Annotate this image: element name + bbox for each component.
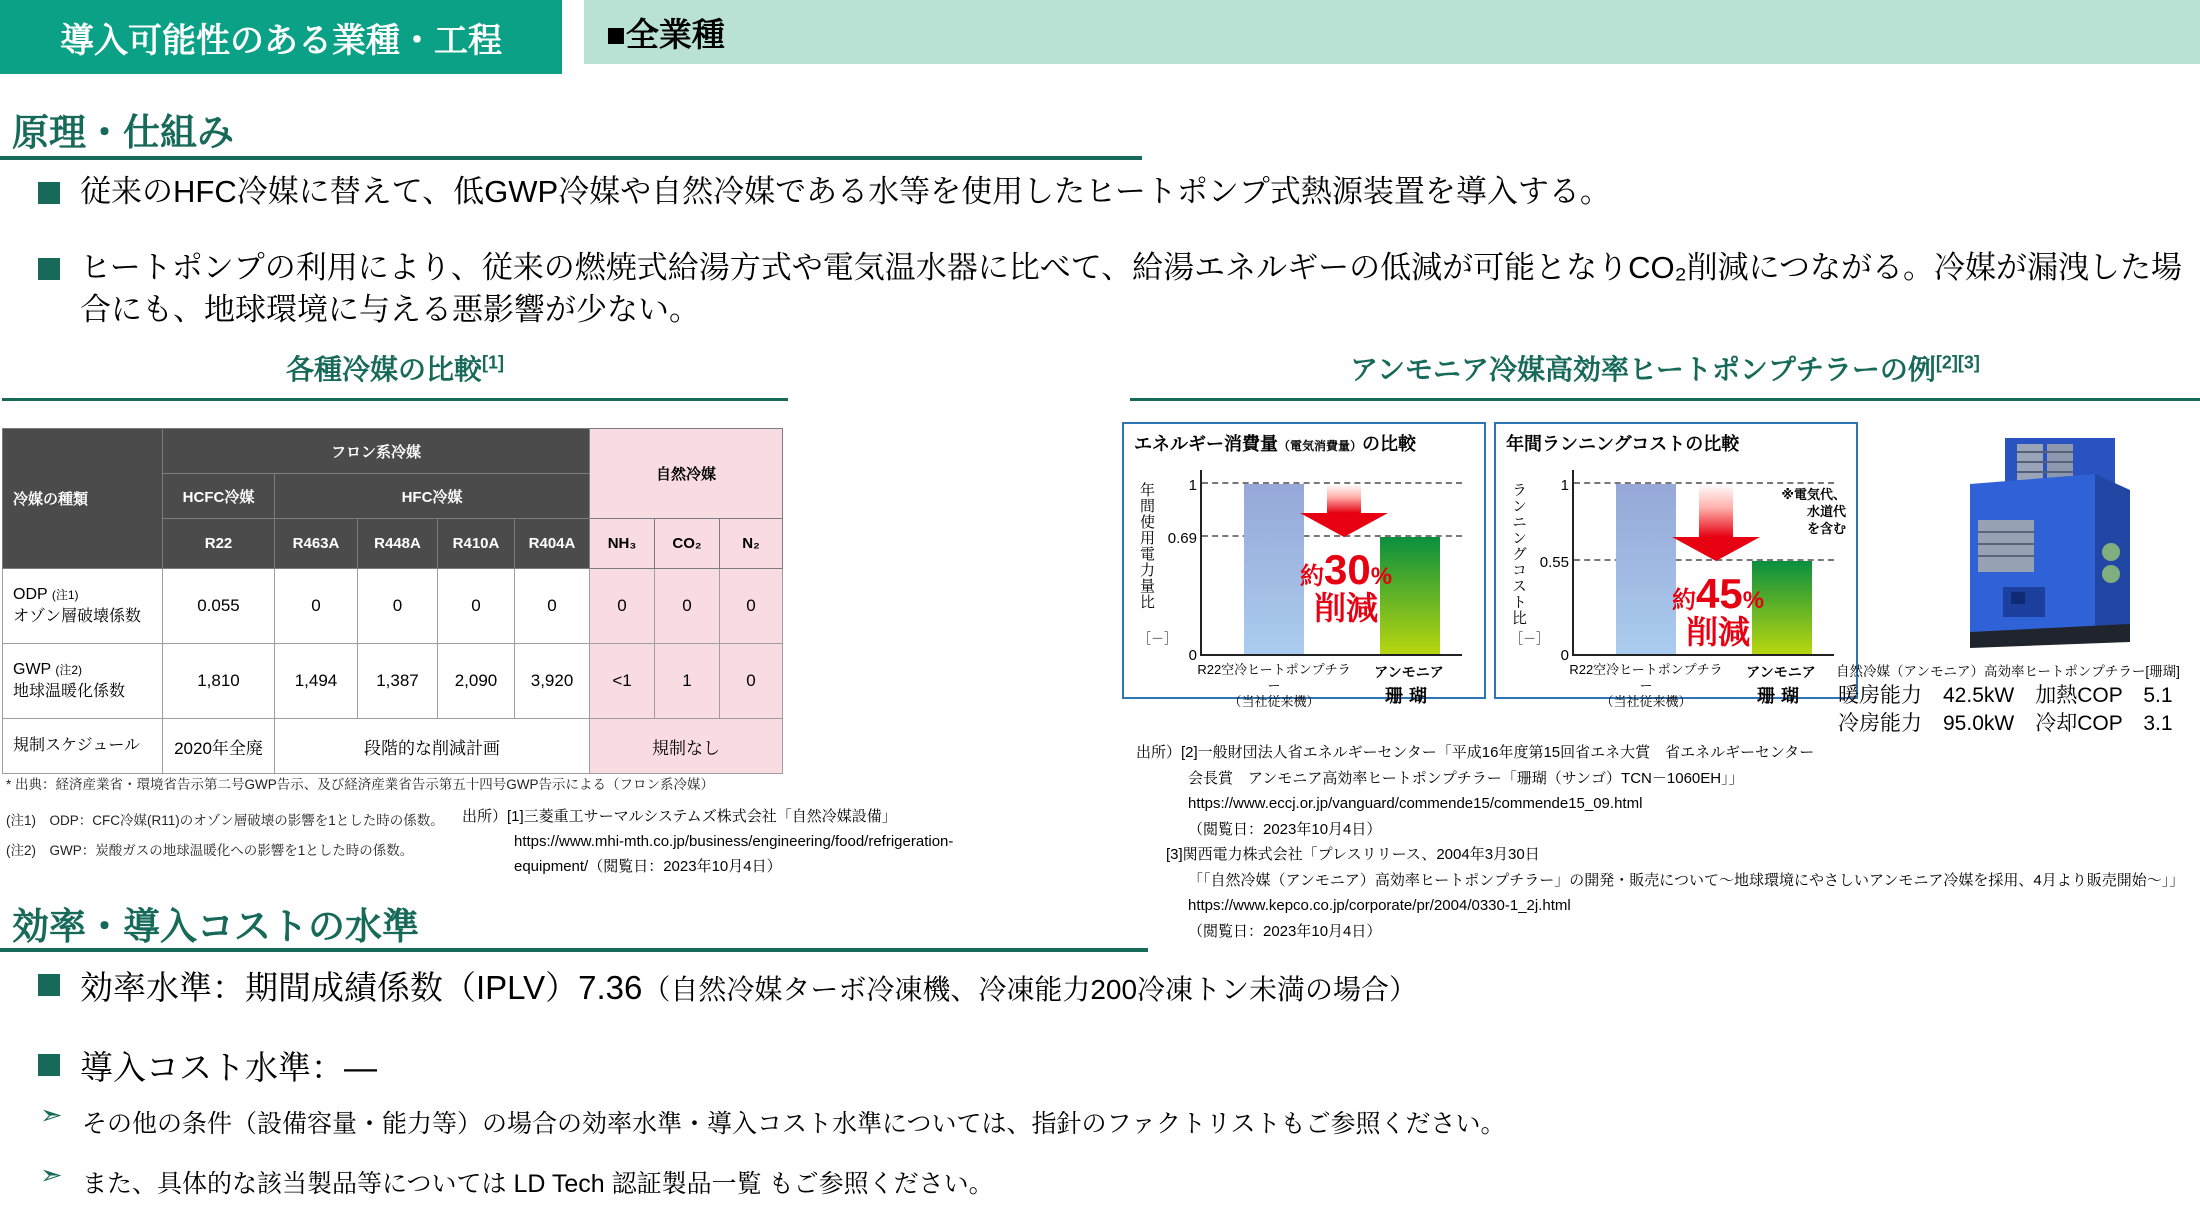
table-row — [3, 719, 783, 774]
row-note: (注2) — [55, 663, 83, 677]
chart-title-main: 年間ランニングコストの比較 — [1506, 434, 1740, 454]
column-header: R448A — [358, 519, 438, 569]
reduction-action: 削減 — [1685, 613, 1750, 650]
column-header: R410A — [438, 519, 515, 569]
section-principle-rule — [0, 156, 1142, 160]
x-label-line: 珊瑚 — [1757, 686, 1805, 706]
principle-bullet-1: 従来のHFC冷媒に替えて、低GWP冷媒や自然冷媒である水等を使用したヒートポンプ式熱源装置を導入する。 — [80, 174, 1611, 209]
efficiency-bullet-1 — [80, 962, 2180, 1009]
row-note: (注1) — [51, 588, 79, 602]
chart-note-line: 水道代 — [1806, 504, 1846, 519]
bullet-square-icon — [38, 1054, 60, 1076]
table-cell: 0.055 — [163, 569, 275, 644]
table-cell: 段階的な削減計画 — [275, 719, 590, 774]
y-tick-label: 0.55 — [1539, 553, 1569, 571]
x-label-ammonia — [1354, 662, 1464, 708]
y-axis-label: ランニングコスト比 — [1510, 482, 1527, 626]
reduction-prefix: 約 — [1299, 563, 1324, 591]
machine-spec-heating: 暖房能力 42.5kW 加熱COP 5.1 — [1838, 684, 2173, 707]
table-cell: 0 — [358, 569, 438, 644]
reduction-action: 削減 — [1313, 590, 1378, 627]
y-axis-label: 年間使用電力量比 — [1138, 482, 1155, 610]
row-label: GWP — [13, 661, 51, 678]
table-cell: 2,090 — [438, 644, 515, 719]
citation-url[interactable]: https://www.eccj.or.jp/vanguard/commende15/commende15_09.html — [1188, 795, 1643, 812]
citation-line: 会長賞 アンモニア高効率ヒートポンプチラー「珊瑚（サンゴ）TCN－1060EH」」 — [1188, 769, 1744, 787]
x-label-line: R22空冷ヒートポンプチラー — [1197, 662, 1351, 693]
citation-url[interactable]: https://www.kepco.co.jp/corporate/pr/2004/0330-1_2j.html — [1188, 897, 1571, 914]
table-cell: 3,920 — [515, 644, 590, 719]
bullet-square-icon — [38, 974, 60, 996]
header-tag-label: 導入可能性のある業種・工程 — [60, 21, 502, 60]
reduction-prefix: 約 — [1671, 587, 1696, 615]
citation-url[interactable]: https://www.mhi-mth.co.jp/business/engineering/food/refrigeration- — [514, 833, 954, 850]
refrigerant-table-title — [0, 348, 790, 388]
bullet-square-icon — [38, 258, 60, 280]
row-label: ODP — [13, 586, 48, 603]
table-row — [3, 644, 783, 719]
citation-line: [3]関西電力株式会社「プレスリリース、2004年3月30日 — [1166, 846, 1540, 863]
citation-line: （閲覧日：2023年10月4日） — [1188, 922, 1382, 940]
table-cell: 0 — [720, 569, 783, 644]
chart-note-line: ※電気代、 — [1781, 487, 1846, 502]
principle-bullet-2: ヒートポンプの利用により、従来の燃焼式給湯方式や電気温水器に比べて、給湯エネルギーの低減が可能となりCO₂削減につながる。冷媒が漏洩した場合にも、地球環境に与える悪影響が少ない。 — [80, 250, 2183, 327]
refrigerant-table — [2, 428, 783, 774]
column-header: N₂ — [720, 519, 783, 569]
citation-line: equipment/（閲覧日：2023年10月4日） — [514, 858, 782, 875]
chart-note-line: を含む — [1806, 521, 1846, 536]
y-tick-label: 1 — [1560, 477, 1569, 494]
reduction-unit: % — [1370, 563, 1393, 591]
table-corner-header: 冷媒の種類 — [3, 429, 163, 569]
column-header: R22 — [163, 519, 275, 569]
x-label-r22 — [1194, 662, 1354, 710]
table-cell: 0 — [275, 569, 358, 644]
header-category-bar — [584, 0, 2200, 64]
reduction-arrow-icon — [1300, 484, 1388, 537]
table-note-1: (注1) ODP：CFC冷媒(R11)のオゾン層破壊の影響を1とした時の係数。 — [6, 813, 444, 828]
x-label-r22 — [1566, 662, 1726, 710]
example-panel-title-sup: [2][3] — [1935, 352, 1980, 373]
y-axis-unit: ［－］ — [1138, 631, 1178, 646]
table-row — [3, 569, 783, 644]
table-sub-hfc: HFC冷媒 — [275, 474, 590, 519]
pointer-2: また、具体的な該当製品等については LD Tech 認証製品一覧 もご参照ください。 — [82, 1170, 994, 1198]
chiller-photo — [1945, 432, 2145, 652]
table-cell: 0 — [590, 569, 655, 644]
machine-spec-cooling: 冷房能力 95.0kW 冷却COP 3.1 — [1838, 712, 2173, 735]
reduction-value: 30 — [1323, 546, 1371, 594]
citation-line: （閲覧日：2023年10月4日） — [1188, 820, 1382, 838]
table-cell: 0 — [720, 644, 783, 719]
citation-line: 「「自然冷媒（アンモニア）高効率ヒートポンプチラー」の開発・販売について～地球環境にやさしいアンモニア冷媒を採用、4月より販売開始～」」 — [1188, 871, 2185, 889]
y-tick-label: 0 — [1560, 647, 1569, 664]
reduction-label — [1284, 546, 1408, 627]
table-cell: 1 — [655, 644, 720, 719]
row-sublabel: 地球温暖化係数 — [13, 683, 126, 700]
x-label-ammonia — [1726, 662, 1836, 708]
refrigerant-table-rule — [2, 398, 788, 401]
row-sublabel: オゾン層破壊係数 — [13, 608, 142, 625]
plot-area — [1167, 470, 1462, 709]
column-header: R463A — [275, 519, 358, 569]
table-note-2: (注2) GWP：炭酸ガスの地球温暖化への影響を1とした時の係数。 — [6, 843, 414, 858]
chart-note — [1781, 486, 1846, 537]
citation-line: 出所）[2]一般財団法人省エネルギーセンター「平成16年度第15回省エネ大賞 省エネルギーセンター — [1136, 744, 1815, 761]
table-group-natural: 自然冷媒 — [590, 429, 783, 519]
x-label-line: アンモニア — [1374, 664, 1444, 680]
refrigerant-table-title-text: 各種冷媒の比較 — [285, 354, 482, 385]
column-header: R404A — [515, 519, 590, 569]
x-label-line: （当社従来機） — [1228, 694, 1320, 709]
pointer-arrow-icon: ➣ — [40, 1160, 63, 1190]
table-cell: 0 — [655, 569, 720, 644]
refrigerant-table-title-sup: [1] — [482, 352, 504, 373]
pointer-1: その他の条件（設備容量・能力等）の場合の効率水準・導入コスト水準については、指針のファクトリストもご参照ください。 — [82, 1110, 1506, 1138]
row-label: 規制スケジュール — [3, 719, 163, 774]
table-cell: 1,387 — [358, 644, 438, 719]
table-source-note: * 出典：経済産業省・環境省告示第二号GWP告示、及び経済産業省告示第五十四号GWP告示による（フロン系冷媒） — [6, 777, 714, 792]
y-tick-label: 0 — [1188, 647, 1197, 664]
table-cell: 1,810 — [163, 644, 275, 719]
example-panel-title-text: アンモニア冷媒高効率ヒートポンプチラーの例 — [1350, 354, 1936, 385]
table-cell: 0 — [438, 569, 515, 644]
section-principle-heading: 原理・仕組み — [12, 112, 234, 153]
x-label-line: 珊瑚 — [1385, 686, 1433, 706]
y-axis-unit: ［－］ — [1510, 631, 1550, 646]
chart-title-tail: の比較 — [1362, 434, 1417, 454]
efficiency-level-detail: （自然冷媒ターボ冷凍機、冷凍能力200冷凍トン未満の場合） — [642, 974, 1418, 1005]
x-label-line: （当社従来機） — [1600, 694, 1692, 709]
column-header: NH₃ — [590, 519, 655, 569]
table-sub-hcfc: HCFC冷媒 — [163, 474, 275, 519]
table-cell: 1,494 — [275, 644, 358, 719]
x-label-line: R22空冷ヒートポンプチラー — [1569, 662, 1723, 693]
reduction-arrow-icon — [1672, 484, 1760, 561]
energy-consumption-chart — [1122, 422, 1486, 709]
table-cell: <1 — [590, 644, 655, 719]
section-efficiency-rule — [0, 948, 1148, 952]
section-efficiency-heading: 効率・導入コストの水準 — [12, 906, 419, 947]
running-cost-chart — [1494, 422, 1858, 709]
efficiency-level-text: 効率水準：期間成績係数（IPLV）7.36 — [80, 969, 643, 1006]
chart-title-main: エネルギー消費量 — [1134, 434, 1278, 454]
table-cell: 0 — [515, 569, 590, 644]
reduction-value: 45 — [1695, 570, 1743, 618]
y-tick-label: 0.69 — [1167, 529, 1197, 547]
table-cell: 2020年全廃 — [163, 719, 275, 774]
chart-title — [1134, 430, 1416, 456]
citation-line: 出所）[1]三菱重工サーマルシステムズ株式会社「自然冷媒設備」 — [462, 808, 897, 825]
header-tag — [0, 0, 562, 74]
table-cell: 規制なし — [590, 719, 783, 774]
y-tick-label: 1 — [1188, 477, 1197, 494]
header-category-label: ■全業種 — [606, 15, 725, 53]
example-panel-rule — [1130, 398, 2200, 401]
x-label-line: アンモニア — [1746, 664, 1816, 680]
chart-title-small: （電気消費量） — [1278, 439, 1363, 453]
bullet-square-icon — [38, 182, 60, 204]
left-citation — [462, 804, 1082, 879]
machine-caption: 自然冷媒（アンモニア）高効率ヒートポンプチラー[珊瑚] — [1836, 664, 2180, 679]
chart-title — [1506, 430, 1739, 456]
right-citation — [1136, 740, 2196, 944]
reduction-unit: % — [1742, 587, 1765, 615]
column-header: CO₂ — [655, 519, 720, 569]
efficiency-bullet-2: 導入コスト水準：― — [80, 1049, 377, 1086]
table-group-freon: フロン系冷媒 — [163, 429, 590, 474]
pointer-arrow-icon: ➣ — [40, 1100, 63, 1130]
example-panel-title — [1130, 348, 2200, 388]
reduction-label — [1656, 570, 1780, 650]
